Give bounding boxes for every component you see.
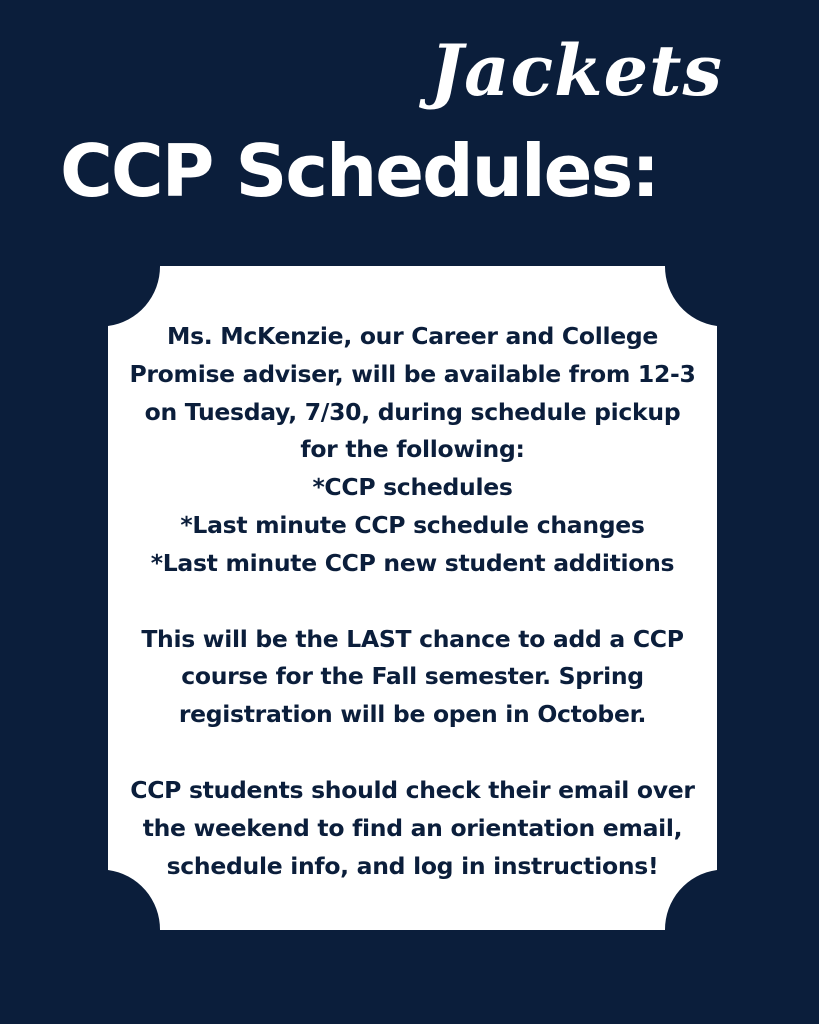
paragraph-spacer xyxy=(108,583,717,621)
deadline-line: This will be the LAST chance to add a CCP xyxy=(141,624,684,653)
announcement-card xyxy=(108,266,717,930)
intro-line: on Tuesday, 7/30, during schedule pickup xyxy=(144,397,681,426)
paragraph-spacer xyxy=(108,734,717,772)
email-line: the weekend to find an orientation email, xyxy=(142,813,683,842)
email-line: schedule info, and log in instructions! xyxy=(166,851,659,880)
intro-line: Promise adviser, will be available from 12-3 xyxy=(129,359,696,388)
list-item: *Last minute CCP new student additions xyxy=(150,548,675,577)
deadline-line: course for the Fall semester. Spring xyxy=(181,662,644,691)
page-title: CCP Schedules: xyxy=(60,129,659,213)
list-item: *Last minute CCP schedule changes xyxy=(180,510,645,539)
deadline-line: registration will be open in October. xyxy=(178,700,647,729)
list-item: *CCP schedules xyxy=(312,473,513,502)
card-body xyxy=(108,318,717,885)
intro-line: for the following: xyxy=(300,435,525,464)
intro-line: Ms. McKenzie, our Career and College xyxy=(166,322,659,350)
brand-wordmark: Jackets xyxy=(430,29,723,112)
email-line: CCP students should check their email over xyxy=(130,775,695,804)
